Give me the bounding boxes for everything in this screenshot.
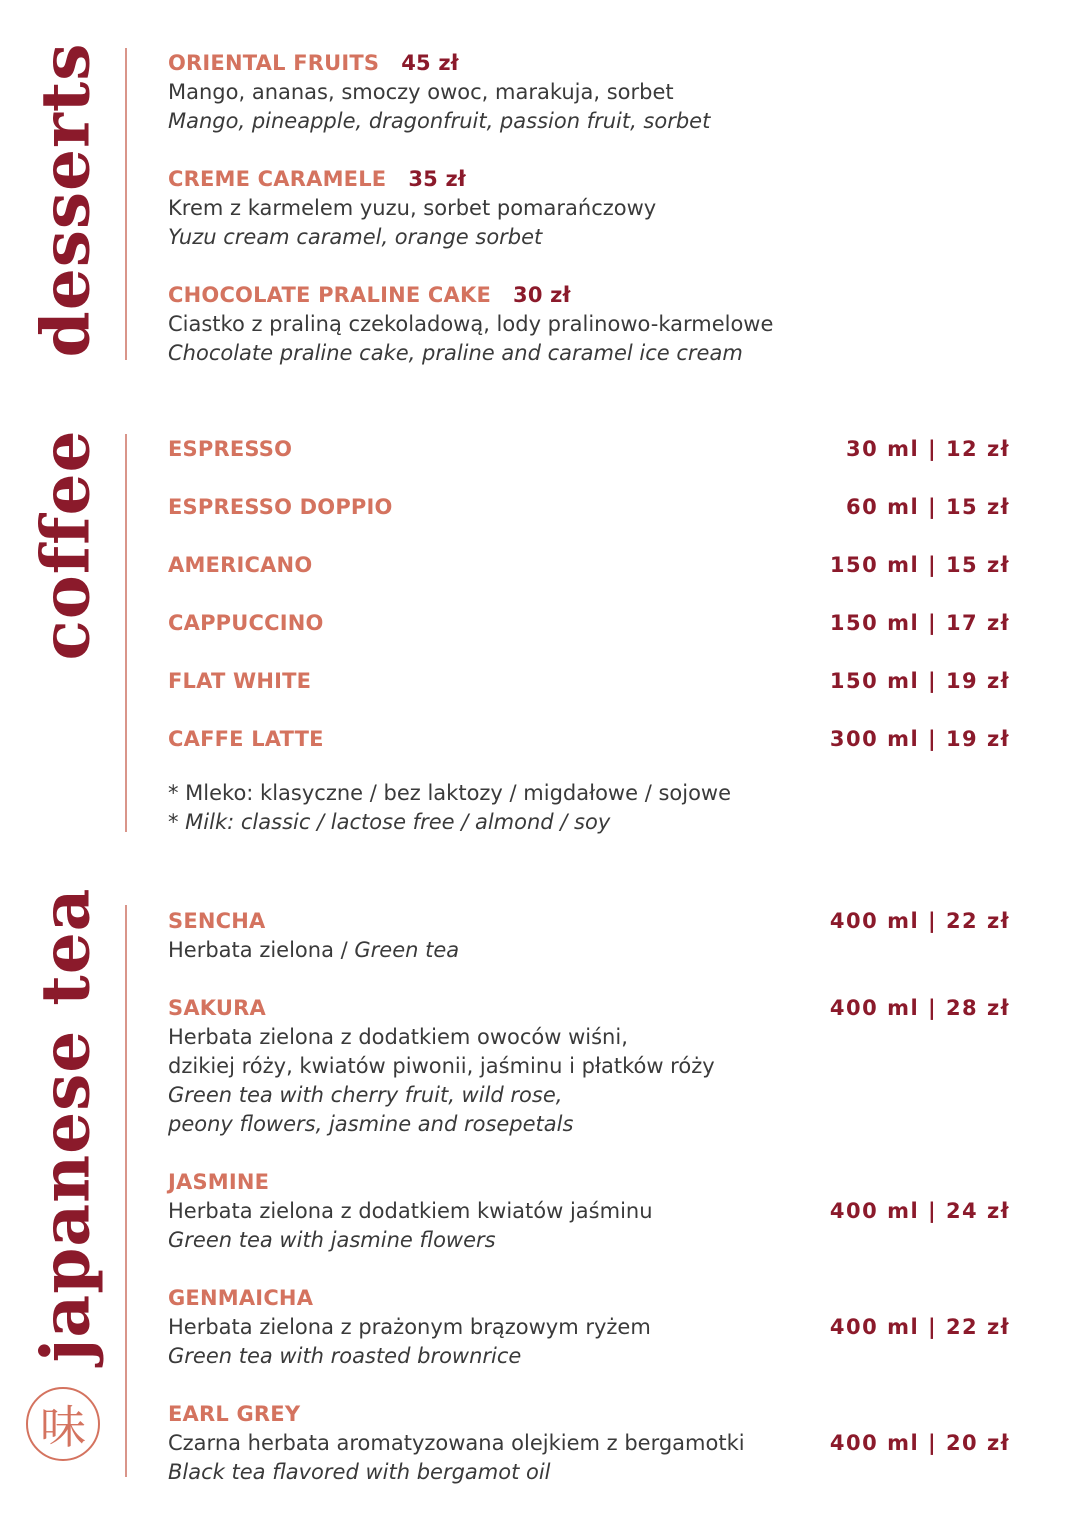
dessert-desc-en: Mango, pineapple, dragonfruit, passion fruit, sorbet xyxy=(168,109,711,133)
dessert-desc-pl: Ciastko z praliną czekoladową, lody pralinowo-karmelowe xyxy=(168,312,774,336)
coffee-name: FLAT WHITE xyxy=(168,669,312,693)
coffee-name: CAFFE LATTE xyxy=(168,727,324,751)
tea-name: EARL GREY xyxy=(168,1402,301,1426)
logo-icon: 味 xyxy=(26,1387,100,1461)
coffee-name: AMERICANO xyxy=(168,553,313,577)
divider-coffee xyxy=(125,434,127,832)
tea-desc-pl: Herbata zielona / xyxy=(168,938,355,962)
tea-desc-en: Green tea xyxy=(354,938,460,962)
dessert-name: CHOCOLATE PRALINE CAKE xyxy=(168,283,492,307)
coffee-price: 300 ml | 19 zł xyxy=(829,727,1010,751)
tea-item xyxy=(168,993,715,1139)
coffee-price: 60 ml | 15 zł xyxy=(846,495,1010,519)
dessert-item xyxy=(168,280,773,368)
tea-price: 400 ml | 22 zł xyxy=(829,1315,1010,1339)
divider-tea xyxy=(125,905,127,1477)
milk-note-en: * Milk: classic / lactose free / almond / soy xyxy=(168,810,611,834)
coffee-name: CAPPUCCINO xyxy=(168,611,324,635)
tea-desc-en: Green tea with roasted brownrice xyxy=(168,1344,522,1368)
dessert-desc-en: Chocolate praline cake, praline and caramel ice cream xyxy=(168,341,743,365)
coffee-price: 150 ml | 15 zł xyxy=(829,553,1010,577)
coffee-price: 30 ml | 12 zł xyxy=(846,437,1010,461)
tea-item xyxy=(168,906,459,965)
dessert-desc-pl: Krem z karmelem yuzu, sorbet pomarańczowy xyxy=(168,196,657,220)
coffee-name: ESPRESSO xyxy=(168,437,293,461)
coffee-name: ESPRESSO DOPPIO xyxy=(168,495,393,519)
tea-name: SENCHA xyxy=(168,909,266,933)
tea-price: 400 ml | 28 zł xyxy=(829,996,1010,1020)
tea-desc-en: peony flowers, jasmine and rosepetals xyxy=(168,1112,574,1136)
dessert-item xyxy=(168,48,710,136)
tea-price: 400 ml | 20 zł xyxy=(829,1431,1010,1455)
tea-price: 400 ml | 24 zł xyxy=(829,1199,1010,1223)
coffee-price: 150 ml | 17 zł xyxy=(829,611,1010,635)
tea-name: JASMINE xyxy=(168,1170,270,1194)
tea-desc-en: Green tea with cherry fruit, wild rose, xyxy=(168,1083,563,1107)
dessert-price: 30 zł xyxy=(513,283,571,307)
divider-desserts xyxy=(125,48,127,360)
milk-note-pl: * Mleko: klasyczne / bez laktozy / migdałowe / sojowe xyxy=(168,781,732,805)
dessert-desc-pl: Mango, ananas, smoczy owoc, marakuja, sorbet xyxy=(168,80,674,104)
section-title-desserts: desserts xyxy=(26,42,104,358)
tea-desc-en: Green tea with jasmine flowers xyxy=(168,1228,496,1252)
dessert-price: 45 zł xyxy=(401,51,459,75)
dessert-item xyxy=(168,164,656,252)
tea-desc-pl: Herbata zielona z dodatkiem owoców wiśni, xyxy=(168,1025,628,1049)
dessert-price: 35 zł xyxy=(408,167,466,191)
tea-price: 400 ml | 22 zł xyxy=(829,909,1010,933)
tea-desc-pl: Czarna herbata aromatyzowana olejkiem z bergamotki xyxy=(168,1431,745,1455)
tea-desc-en: Black tea flavored with bergamot oil xyxy=(168,1460,551,1484)
tea-desc-pl: dzikiej róży, kwiatów piwonii, jaśminu i płatków róży xyxy=(168,1054,715,1078)
dessert-name: CREME CARAMELE xyxy=(168,167,387,191)
tea-name: GENMAICHA xyxy=(168,1286,314,1310)
tea-desc-pl: Herbata zielona z dodatkiem kwiatów jaśminu xyxy=(168,1199,653,1223)
tea-name: SAKURA xyxy=(168,996,266,1020)
tea-item xyxy=(168,1167,653,1255)
tea-desc-pl: Herbata zielona z prażonym brązowym ryżem xyxy=(168,1315,651,1339)
milk-note xyxy=(168,779,731,837)
section-title-coffee: coffee xyxy=(26,429,105,661)
dessert-desc-en: Yuzu cream caramel, orange sorbet xyxy=(168,225,543,249)
tea-item xyxy=(168,1399,745,1487)
dessert-name: ORIENTAL FRUITS xyxy=(168,51,380,75)
coffee-price: 150 ml | 19 zł xyxy=(829,669,1010,693)
tea-item xyxy=(168,1283,651,1371)
section-title-japanese-tea: japanese tea xyxy=(26,887,104,1363)
